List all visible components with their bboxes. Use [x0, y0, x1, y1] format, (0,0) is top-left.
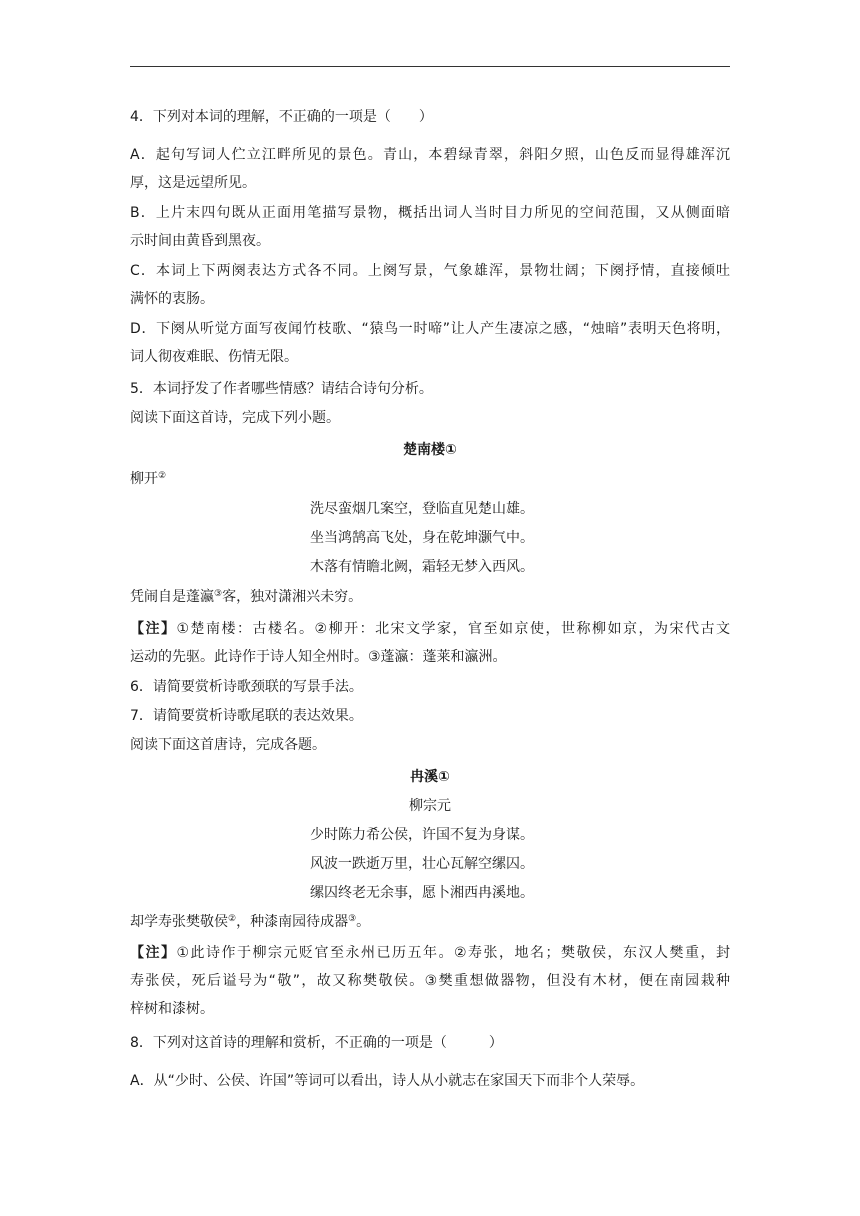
question-5: 5．本词抒发了作者哪些情感？请结合诗句分析。	[130, 381, 433, 397]
poem-2-line-2: 风波一跌逝万里，壮心瓦解空缧囚。	[310, 856, 534, 872]
question-4-option-c-cont: 满怀的衷肠。	[130, 291, 214, 307]
poem-1-line-4-part-a: 凭闹自是蓬瀛	[130, 589, 214, 605]
question-4-option-d-cont: 词人彻夜难眠、伤情无限。	[130, 349, 298, 365]
question-7: 7．请简要赏析诗歌尾联的表达效果。	[130, 708, 363, 724]
footnote-marker: ②	[158, 471, 167, 481]
poem-2-note-cont-1: 寿张侯，死后谥号为“敬”，故又称樊敬侯。③樊重想做器物，但没有木材，便在南园栽种	[130, 973, 730, 989]
poem-1-line-3: 木落有情瞻北阙，霜轻无梦入西风。	[310, 559, 534, 575]
reading-intro-1: 阅读下面这首诗，完成下列小题。	[130, 410, 340, 426]
note-text: ①楚南楼：古楼名。②柳开：北宋文学家，官至如京使，世称柳如京，为宋代古文	[176, 621, 730, 637]
question-4-option-d: D．下阕从听觉方面写夜闻竹枝歌、“猿鸟一时啼”让人产生凄凉之感，“烛暗”表明天色将明，	[130, 321, 730, 337]
poem-2-line-4-part-a: 却学寿张樊敬侯	[130, 914, 228, 930]
poem-2-note-cont-2: 梓树和漆树。	[130, 1001, 214, 1017]
question-4-option-b: B．上片末四句既从正面用笔描写景物，概括出词人当时目力所见的空间范围，又从侧面暗	[130, 205, 730, 221]
question-4-option-a-cont: 厚，这是远望所见。	[130, 175, 256, 191]
poem-2-author: 柳宗元	[409, 798, 451, 814]
poem-2-title: 冉溪①	[410, 769, 450, 785]
poem-1-note	[130, 618, 730, 640]
poem-1-line-1: 洗尽蛮烟几案空，登临直见楚山雄。	[310, 501, 534, 517]
poem-2-line-1: 少时陈力希公侯，许国不复为身谋。	[310, 827, 534, 843]
question-8-option-a: A．从“少时、公侯、许国”等词可以看出，诗人从小就志在家国天下而非个人荣辱。	[130, 1073, 645, 1089]
question-4-option-b-cont: 示时间由黄昏到黑夜。	[130, 233, 270, 249]
poem-2-line-4	[130, 911, 370, 933]
poem-1-line-2: 坐当鸿鹄高飞处，身在乾坤灏气中。	[310, 530, 534, 546]
poem-2-note	[130, 942, 730, 964]
header-rule	[130, 66, 730, 67]
note-label: 【注】	[130, 945, 177, 961]
poem-2-line-4-part-b: ，种漆南园待成器	[236, 914, 349, 930]
question-4-option-a: A．起句写词人伫立江畔所见的景色。青山，本碧绿青翠，斜阳夕照，山色反而显得雄浑沉	[130, 147, 730, 163]
poem-2-line-4-part-c: 。	[356, 914, 371, 930]
note-label: 【注】	[130, 621, 177, 637]
question-6: 6．请简要赏析诗歌颈联的写景手法。	[130, 679, 363, 695]
footnote-marker: ③	[214, 589, 223, 599]
poem-1-line-4-part-b: 客，独对潇湘兴未穷。	[222, 589, 363, 605]
poem-1-title: 楚南楼①	[403, 442, 457, 458]
question-8-stem: 8．下列对这首诗的理解和赏析，不正确的一项是（ ）	[130, 1035, 503, 1051]
question-4-option-c: C．本词上下两阕表达方式各不同。上阕写景，气象雄浑，景物壮阔；下阕抒情，直接倾吐	[130, 263, 730, 279]
question-4-stem: 4．下列对本词的理解，不正确的一项是（ ）	[130, 109, 433, 125]
poem-1-note-cont: 运动的先驱。此诗作于诗人知全州时。③蓬瀛：蓬莱和瀛洲。	[130, 649, 507, 665]
poem-1-author-name: 柳开	[130, 471, 158, 487]
note-text: ①此诗作于柳宗元贬官至永州已历五年。②寿张，地名；樊敬侯，东汉人樊重，封	[176, 945, 730, 961]
footnote-marker: ③	[348, 914, 357, 924]
poem-2-line-3: 缧囚终老无余事，愿卜湘西冉溪地。	[310, 885, 534, 901]
reading-intro-2: 阅读下面这首唐诗，完成各题。	[130, 737, 326, 753]
footnote-marker: ②	[228, 914, 237, 924]
poem-1-author	[130, 468, 166, 490]
poem-1-line-4	[130, 586, 362, 608]
